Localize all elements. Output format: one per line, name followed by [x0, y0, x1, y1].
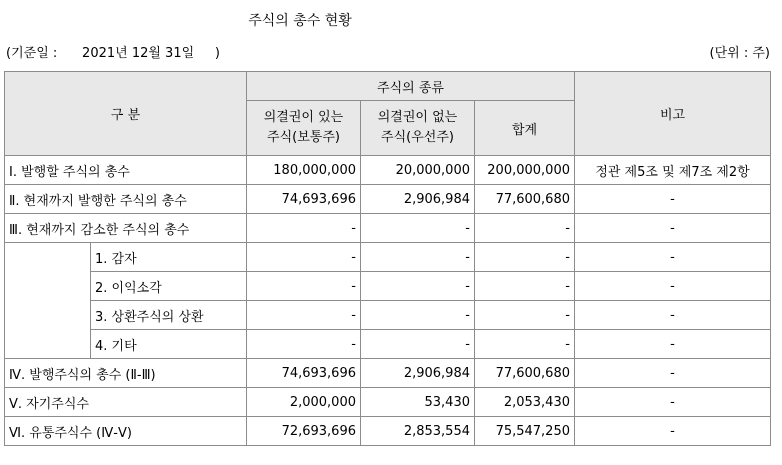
table-row: [5, 185, 771, 214]
document-title: 주식의 총수 현황: [248, 13, 352, 29]
cell-note: -: [575, 330, 771, 359]
cell-pref: -: [361, 301, 475, 330]
cell-total: 200,000,000: [475, 156, 575, 185]
cell-common: 2,000,000: [247, 388, 361, 417]
cell-total: -: [475, 214, 575, 243]
header-voting-common-line2: 주식(보통주): [267, 130, 340, 145]
cell-note: -: [575, 359, 771, 388]
cell-common: -: [247, 301, 361, 330]
table-row: [5, 330, 771, 359]
header-voting-common: [247, 101, 361, 156]
table-row: [5, 417, 771, 446]
header-voting-common-line1: 의결권이 있는: [263, 110, 344, 125]
table-row: [5, 243, 771, 272]
row-label: Ⅵ. 유통주식수 (Ⅳ-Ⅴ): [5, 417, 247, 446]
table-row: [5, 156, 771, 185]
cell-pref: -: [361, 272, 475, 301]
row-label: Ⅳ. 발행주식의 총수 (Ⅱ-Ⅲ): [5, 359, 247, 388]
cell-note: -: [575, 243, 771, 272]
cell-note: -: [575, 417, 771, 446]
cell-total: 2,053,430: [475, 388, 575, 417]
cell-common: -: [247, 272, 361, 301]
cell-common: 72,693,696: [247, 417, 361, 446]
share-count-table: [4, 71, 771, 446]
row-label: Ⅲ. 현재까지 감소한 주식의 총수: [5, 214, 247, 243]
cell-pref: 20,000,000: [361, 156, 475, 185]
header-nonvoting-pref-line1: 의결권이 없는: [377, 110, 458, 125]
cell-pref: -: [361, 214, 475, 243]
table-row: [5, 272, 771, 301]
row-label: 1. 감자: [91, 243, 247, 272]
header-nonvoting-pref: [361, 101, 475, 156]
cell-total: 75,547,250: [475, 417, 575, 446]
cell-pref: 2,853,554: [361, 417, 475, 446]
cell-total: -: [475, 243, 575, 272]
indent-spacer: [5, 243, 91, 359]
cell-note: -: [575, 301, 771, 330]
table-row: [5, 388, 771, 417]
table-row: [5, 301, 771, 330]
cell-total: 77,600,680: [475, 185, 575, 214]
header-stock-types: 주식의 종류: [247, 72, 575, 101]
cell-pref: 2,906,984: [361, 359, 475, 388]
row-label: 2. 이익소각: [91, 272, 247, 301]
header-category: 구 분: [5, 72, 247, 156]
row-label: 4. 기타: [91, 330, 247, 359]
cell-pref: -: [361, 243, 475, 272]
cell-pref: 2,906,984: [361, 185, 475, 214]
cell-total: -: [475, 301, 575, 330]
cell-note: -: [575, 272, 771, 301]
header-nonvoting-pref-line2: 주식(우선주): [381, 130, 454, 145]
cell-common: -: [247, 214, 361, 243]
row-label: 3. 상환주식의 상환: [91, 301, 247, 330]
table-row: [5, 359, 771, 388]
header-remarks: 비고: [575, 72, 771, 156]
header-total: 합계: [475, 101, 575, 156]
row-label: Ⅴ. 자기주식수: [5, 388, 247, 417]
cell-total: 77,600,680: [475, 359, 575, 388]
cell-note: 정관 제5조 및 제7조 제2항: [575, 156, 771, 185]
cell-note: -: [575, 185, 771, 214]
unit-label: (단위 : 주): [709, 46, 770, 61]
cell-common: -: [247, 330, 361, 359]
cell-common: 180,000,000: [247, 156, 361, 185]
cell-pref: 53,430: [361, 388, 475, 417]
cell-pref: -: [361, 330, 475, 359]
cell-note: -: [575, 388, 771, 417]
cell-total: -: [475, 330, 575, 359]
cell-common: 74,693,696: [247, 185, 361, 214]
row-label: Ⅰ. 발행할 주식의 총수: [5, 156, 247, 185]
cell-total: -: [475, 272, 575, 301]
row-label: Ⅱ. 현재까지 발행한 주식의 총수: [5, 185, 247, 214]
cell-common: -: [247, 243, 361, 272]
cell-note: -: [575, 214, 771, 243]
table-row: [5, 214, 771, 243]
cell-common: 74,693,696: [247, 359, 361, 388]
base-date: (기준일 : 2021년 12월 31일 ): [6, 46, 220, 61]
